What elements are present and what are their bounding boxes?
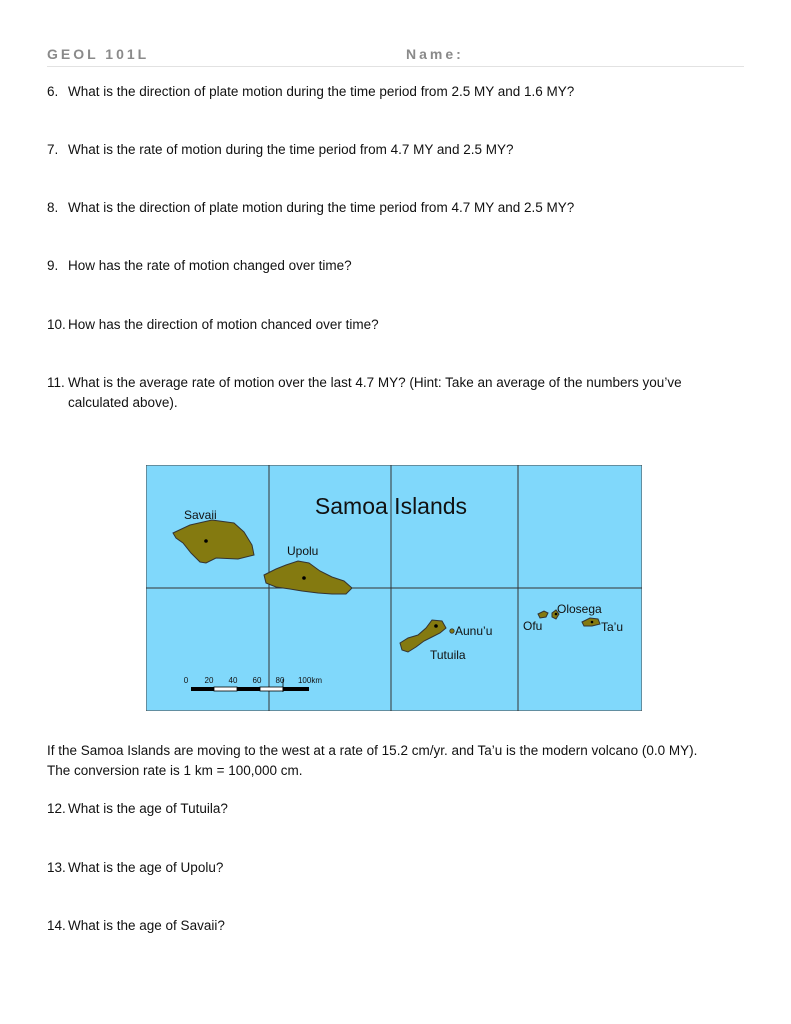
question-text: What is the age of Savaii? <box>68 918 225 933</box>
scale-segment <box>260 687 283 691</box>
olosega-label: Olosega <box>557 602 602 616</box>
scale-segment <box>214 687 237 691</box>
question-text: How has the rate of motion changed over time? <box>68 258 352 273</box>
question-number: 14. <box>47 918 66 933</box>
upolu-label: Upolu <box>287 544 319 558</box>
scale-tick-label: 60 <box>252 676 262 685</box>
question-11 <box>47 373 737 413</box>
aunuu-island <box>450 629 454 633</box>
scale-segment <box>237 687 260 691</box>
question-text: What is the age of Tutuila? <box>68 801 228 816</box>
name-label: Name: <box>406 46 464 62</box>
question-7 <box>47 140 737 160</box>
scale-tick-label: 0 <box>183 676 189 685</box>
upolu-point <box>302 576 306 580</box>
question-14 <box>47 916 737 936</box>
question-8 <box>47 198 737 218</box>
question-number: 9. <box>47 258 59 273</box>
question-10 <box>47 315 737 335</box>
question-text: What is the rate of motion during the time period from 4.7 MY and 2.5 MY? <box>68 142 514 157</box>
tau-label: Ta’u <box>601 620 624 634</box>
question-13 <box>47 858 737 878</box>
question-text: What is the direction of plate motion during the time period from 4.7 MY and 2.5 MY? <box>68 200 575 215</box>
question-text: How has the direction of motion chanced over time? <box>68 317 379 332</box>
question-12 <box>47 799 737 819</box>
question-number: 10. <box>47 317 66 332</box>
tau-point <box>591 621 594 624</box>
savaii-label: Savaii <box>184 508 217 522</box>
savaii-point <box>204 539 208 543</box>
question-text: What is the age of Upolu? <box>68 860 224 875</box>
tutuila-point <box>434 624 438 628</box>
question-number: 11. <box>47 375 65 390</box>
problem-line-2: The conversion rate is 1 km = 100,000 cm. <box>47 763 303 778</box>
question-number: 7. <box>47 142 59 157</box>
question-text: What is the average rate of motion over the last 4.7 MY? (Hint: Take an average of the numbers you’ve calculated above). <box>68 375 682 410</box>
aunuu-label: Aunu’u <box>455 624 493 638</box>
question-6 <box>47 82 737 102</box>
question-number: 8. <box>47 200 59 215</box>
tutuila-label: Tutuila <box>430 648 466 662</box>
scale-tick-label: 100km <box>297 676 323 685</box>
problem-line-1: If the Samoa Islands are moving to the west at a rate of 15.2 cm/yr. and Ta’u is the modern volcano (0.0 MY). <box>47 743 698 758</box>
scale-tick-label: 20 <box>204 676 214 685</box>
question-number: 6. <box>47 84 59 99</box>
samoa-islands-map <box>146 465 642 711</box>
scale-segment <box>283 687 309 691</box>
map-svg <box>146 465 642 711</box>
page-header <box>47 46 744 67</box>
question-text: What is the direction of plate motion during the time period from 2.5 MY and 1.6 MY? <box>68 84 575 99</box>
problem-statement <box>47 741 747 781</box>
map-title: Samoa Islands <box>314 493 468 519</box>
course-code: GEOL 101L <box>47 46 150 62</box>
scale-segment <box>191 687 214 691</box>
question-number: 12. <box>47 801 66 816</box>
scale-bar <box>184 676 323 692</box>
question-9 <box>47 256 737 276</box>
ofu-label: Ofu <box>523 619 543 633</box>
scale-tick-label: 40 <box>228 676 238 685</box>
scale-tick-label: 80 <box>275 676 285 685</box>
question-number: 13. <box>47 860 66 875</box>
